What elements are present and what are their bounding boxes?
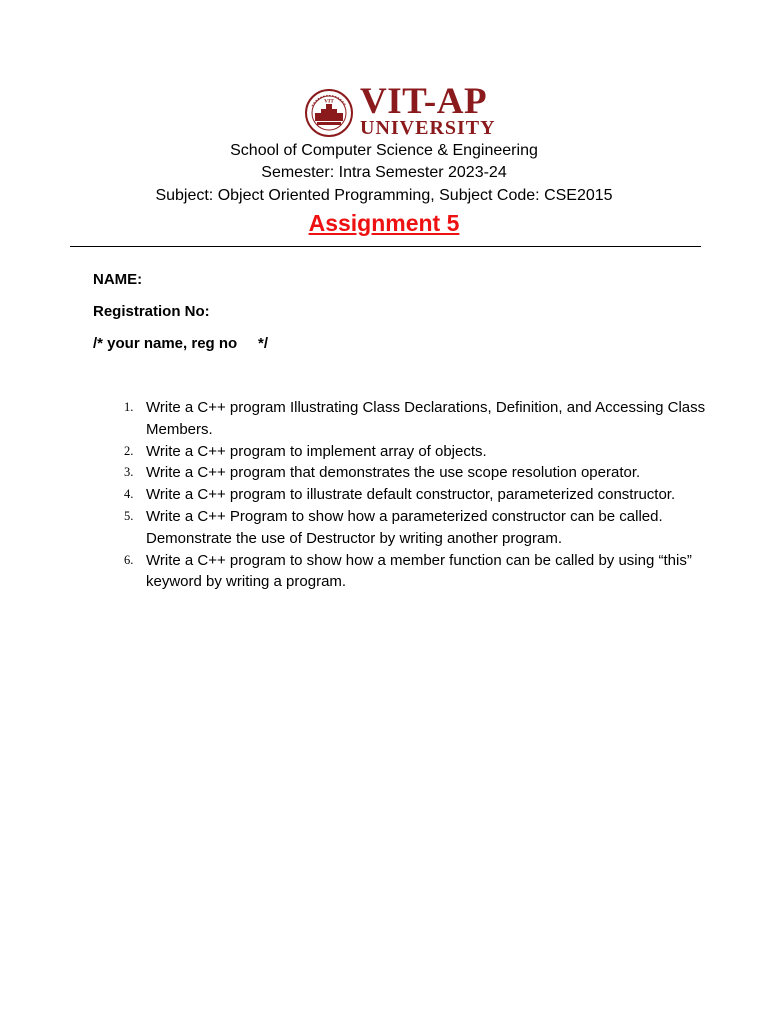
question-text: Write a C++ Program to show how a parameterized constructor can be called. Demonstrate the use of Destructor by writing another program. <box>146 507 663 547</box>
seal-text: VIT <box>324 98 334 105</box>
question-number: 6. <box>124 552 134 567</box>
question-text: Write a C++ program to implement array of objects. <box>146 442 487 460</box>
question-text: Write a C++ program that demonstrates the use scope resolution operator. <box>146 464 641 482</box>
registration-label: Registration No: <box>93 303 210 320</box>
school-name: School of Computer Science & Engineering <box>230 142 538 159</box>
question-item <box>124 397 714 441</box>
header-divider <box>70 246 701 247</box>
question-item <box>124 441 714 463</box>
question-number: 4. <box>124 487 134 502</box>
assignment-title: Assignment 5 <box>308 210 460 236</box>
question-number: 1. <box>124 400 134 414</box>
subject-line: Subject: Object Oriented Programming, Subject Code: CSE2015 <box>155 187 613 204</box>
university-seal-icon <box>304 88 354 138</box>
question-number: 3. <box>124 465 134 480</box>
name-reg-comment: /* your name, reg no */ <box>93 335 269 352</box>
semester-line: Semester: Intra Semester 2023-24 <box>261 164 507 181</box>
question-item <box>124 462 714 484</box>
university-logo <box>304 81 504 140</box>
question-text: Write a C++ program to illustrate default constructor, parameterized constructor. <box>146 486 676 504</box>
question-number: 2. <box>124 443 134 458</box>
brand-name: VIT-AP <box>360 81 488 122</box>
brand-subtitle: UNIVERSITY <box>360 117 496 139</box>
question-number: 5. <box>124 508 134 523</box>
question-item <box>124 550 714 594</box>
question-item <box>124 506 714 550</box>
question-list <box>124 397 714 593</box>
question-text: Write a C++ program Illustrating Class Declarations, Definition, and Accessing Class Members. <box>146 399 706 438</box>
name-label: NAME: <box>93 271 143 288</box>
question-item <box>124 484 714 506</box>
question-text: Write a C++ program to show how a member function can be called by using “this” keyword by writing a program. <box>146 551 692 591</box>
